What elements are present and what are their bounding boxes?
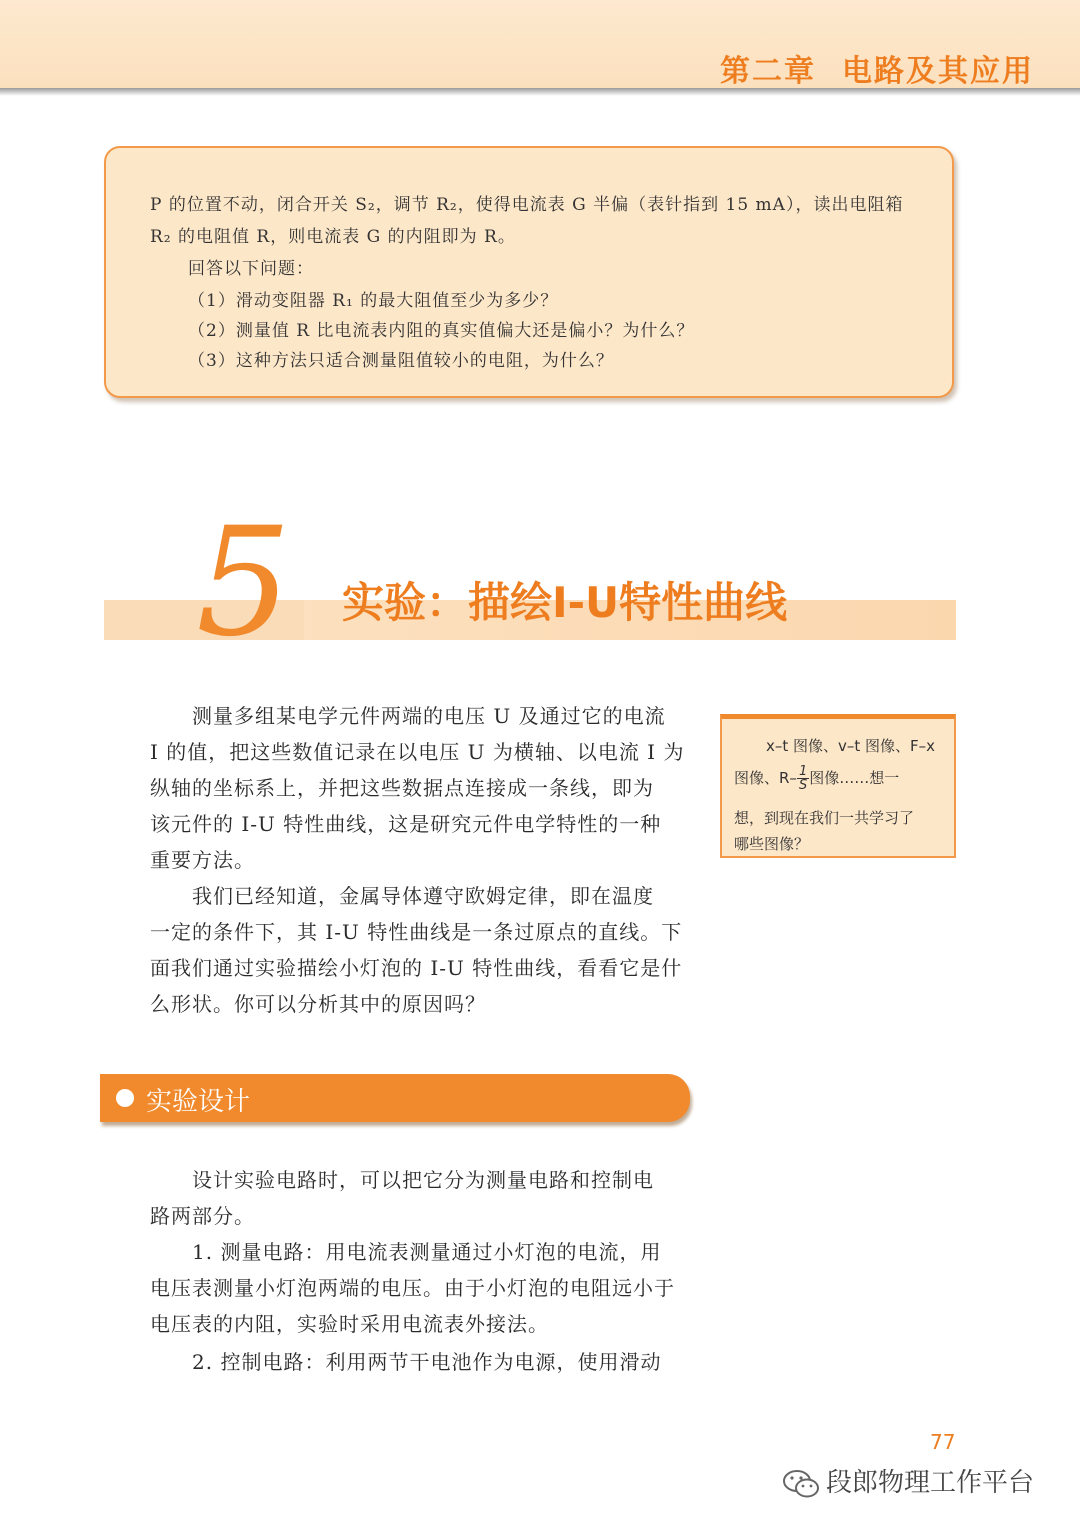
text-line: 我们已经知道，金属导体遵守欧姆定律，即在温度 — [150, 884, 654, 908]
text-line: 电压表的内阻，实验时采用电流表外接法。 — [150, 1312, 549, 1336]
question-line-1: P 的位置不动，闭合开关 S₂，调节 R₂，使得电流表 G 半偏（表针指到 15 mA），读出电阻箱 — [150, 195, 904, 215]
text-line: I 的值，把这些数值记录在以电压 U 为横轴、以电流 I 为 — [150, 740, 685, 764]
intro-paragraph-1 — [150, 698, 694, 878]
text-line: 电压表测量小灯泡两端的电压。由于小灯泡的电阻远小于 — [150, 1276, 675, 1300]
text-line: 1. 测量电路：用电流表测量通过小灯泡的电流，用 — [150, 1240, 662, 1264]
text-line: 么形状。你可以分析其中的原因吗？ — [150, 992, 486, 1016]
chapter-number: 第二章 — [720, 54, 816, 89]
question-2: （2）测量值 R 比电流表内阻的真实值偏大还是偏小？为什么？ — [188, 321, 695, 341]
text-line: 该元件的 I-U 特性曲线，这是研究元件电学特性的一种 — [150, 812, 662, 836]
chapter-heading — [720, 46, 1034, 90]
side-note-line-2b: 图像……想一 — [809, 769, 900, 787]
design-heading-bar — [100, 1074, 690, 1122]
intro-paragraph-2 — [150, 878, 694, 1022]
side-note-line-3: 想，到现在我们一共学习了 — [734, 809, 915, 827]
watermark — [782, 1462, 1034, 1500]
design-paragraph-1 — [150, 1162, 694, 1234]
bullet-dot-icon — [116, 1089, 134, 1107]
text-line: 路两部分。 — [150, 1204, 255, 1228]
question-1: （1）滑动变阻器 R₁ 的最大阻值至少为多少？ — [188, 291, 559, 311]
section-title: 实验：描绘I-U特性曲线 — [342, 578, 788, 627]
side-note-line-2a: 图像、R– — [734, 769, 797, 787]
design-paragraph-3 — [150, 1344, 694, 1380]
section-number: 5 — [196, 496, 292, 670]
page-number: 77 — [930, 1430, 956, 1454]
text-line: 2. 控制电路：利用两节干电池作为电源，使用滑动 — [150, 1350, 662, 1374]
design-heading: 实验设计 — [146, 1087, 251, 1117]
watermark-text: 段郎物理工作平台 — [826, 1468, 1035, 1498]
fraction-numerator: 1 — [798, 764, 808, 779]
question-3: （3）这种方法只适合测量阻值较小的电阻，为什么？ — [188, 351, 614, 371]
design-paragraph-2 — [150, 1234, 694, 1342]
text-line: 一定的条件下，其 I-U 特性曲线是一条过原点的直线。下 — [150, 920, 683, 944]
text-line: 重要方法。 — [150, 848, 255, 872]
text-line: 面我们通过实验描绘小灯泡的 I-U 特性曲线，看看它是什 — [150, 956, 683, 980]
question-prompt: 回答以下问题： — [188, 259, 314, 279]
side-note-line-1: x–t 图像、v–t 图像、F–x — [766, 737, 936, 755]
fraction-denominator: S — [798, 778, 808, 793]
side-note-line-4: 哪些图像？ — [734, 835, 810, 853]
question-box — [104, 146, 954, 398]
side-note-line-2 — [734, 765, 899, 792]
question-line-2: R₂ 的电阻值 R，则电流表 G 的内阻即为 R。 — [150, 227, 516, 247]
text-line: 设计实验电路时，可以把它分为测量电路和控制电 — [150, 1168, 654, 1192]
text-line: 测量多组某电学元件两端的电压 U 及通过它的电流 — [150, 704, 666, 728]
chapter-title: 电路及其应用 — [842, 54, 1034, 89]
side-note — [720, 714, 956, 858]
text-line: 纵轴的坐标系上，并把这些数据点连接成一条线，即为 — [150, 776, 654, 800]
wechat-icon — [782, 1468, 820, 1500]
fraction-one-over-s — [797, 765, 809, 792]
